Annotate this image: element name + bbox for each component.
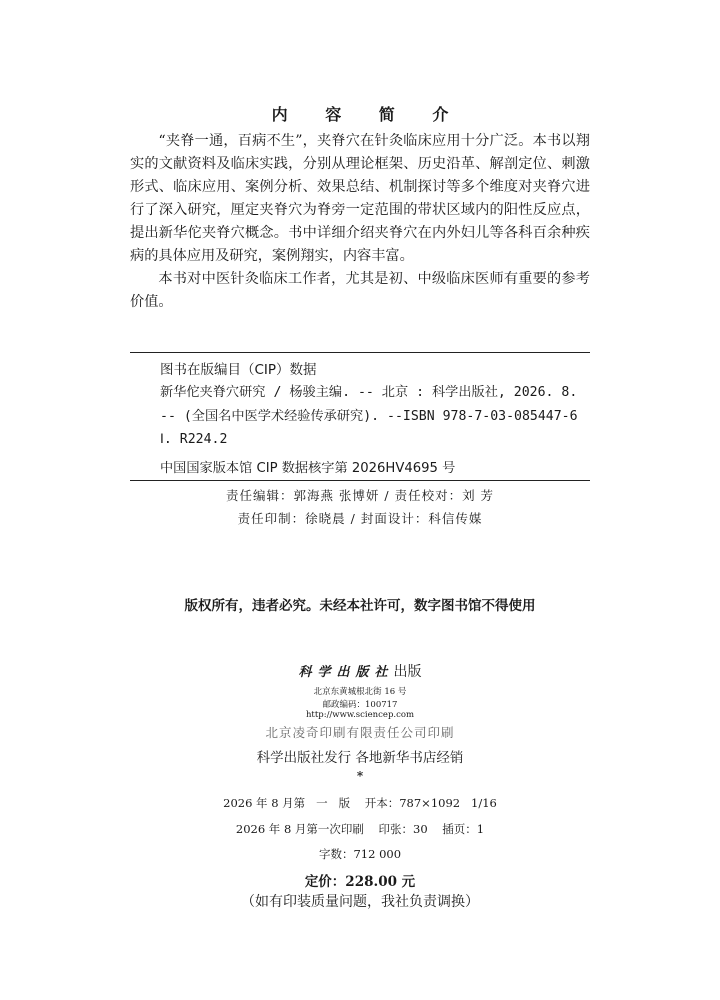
price: 定价：228.00 元 [304,874,416,890]
publisher-url: http://www.sciencep.com [305,710,415,720]
separator-star: * [356,769,364,783]
summary-paragraph-2: 本书对中医针灸临床工作者，尤其是初、中级临床医师有重要的参考价值。 [130,271,590,310]
distribution-line: 科学出版社发行 各地新华书店经销 [256,750,464,766]
cip-heading: 图书在版编目（CIP）数据 [160,362,317,378]
copyright-notice: 版权所有，违者必究。未经本社许可，数字图书馆不得使用 [184,598,536,614]
cip-line-1: 新华佗夹脊穴研究 / 杨骏主编. -- 北京 : 科学出版社, 2026. 8. [160,385,578,400]
publisher-line [0,661,720,681]
publisher-suffix: 出版 [393,664,422,680]
summary-paragraph-1: “夹脊一通，百病不生”，夹脊穴在针灸临床应用十分广泛。本书以翔实的文献资料及临床实践，分别从理论框架、历史沿革、解剖定位、刺激形式、临床应用、案例分析、效果总结、机制探讨等多个维度对夹脊穴进行了深入研究，厘定夹脊穴为脊旁一定范围的带状区域内的阳性反应点，提出新华佗夹脊穴概念。书中详细介绍夹脊穴在内外妇儿等各科百余种疾病的具体应用及研究，案例翔实，内容丰富。 [130,133,590,264]
cip-bottom-rule [130,480,590,481]
cip-top-rule [130,352,590,353]
cip-line-2: -- (全国名中医学术经验传承研究). --ISBN 978-7-03-085447-6 [160,409,578,424]
publisher-postcode: 邮政编码：100717 [322,700,398,710]
printer-line: 北京凌奇印刷有限责任公司印刷 [265,725,455,740]
word-count: 字数：712 000 [318,847,402,861]
cip-classification: Ⅰ. R224.2 [160,432,228,447]
credits-production: 责任印制：徐晓晨 / 封面设计：科信传媒 [237,511,483,526]
cip-record-number: 中国国家版本馆 CIP 数据核字第 2026HV4695 号 [160,461,456,476]
edition-line-1: 2026 年 8 月第 一 版 开本：787×1092 1/16 [223,796,497,810]
credits-editors: 责任编辑：郭海燕 张博妍 / 责任校对：刘 芳 [225,488,495,503]
publisher-logo: 科学出版社 [298,665,394,680]
summary-body [130,130,590,314]
edition-line-2: 2026 年 8 月第一次印刷 印张：30 插页：1 [235,822,485,836]
summary-title: 内 容 简 介 [271,105,465,124]
replacement-notice: （如有印装质量问题，我社负责调换） [241,894,479,910]
publisher-address: 北京东黄城根北街 16 号 [313,687,407,697]
